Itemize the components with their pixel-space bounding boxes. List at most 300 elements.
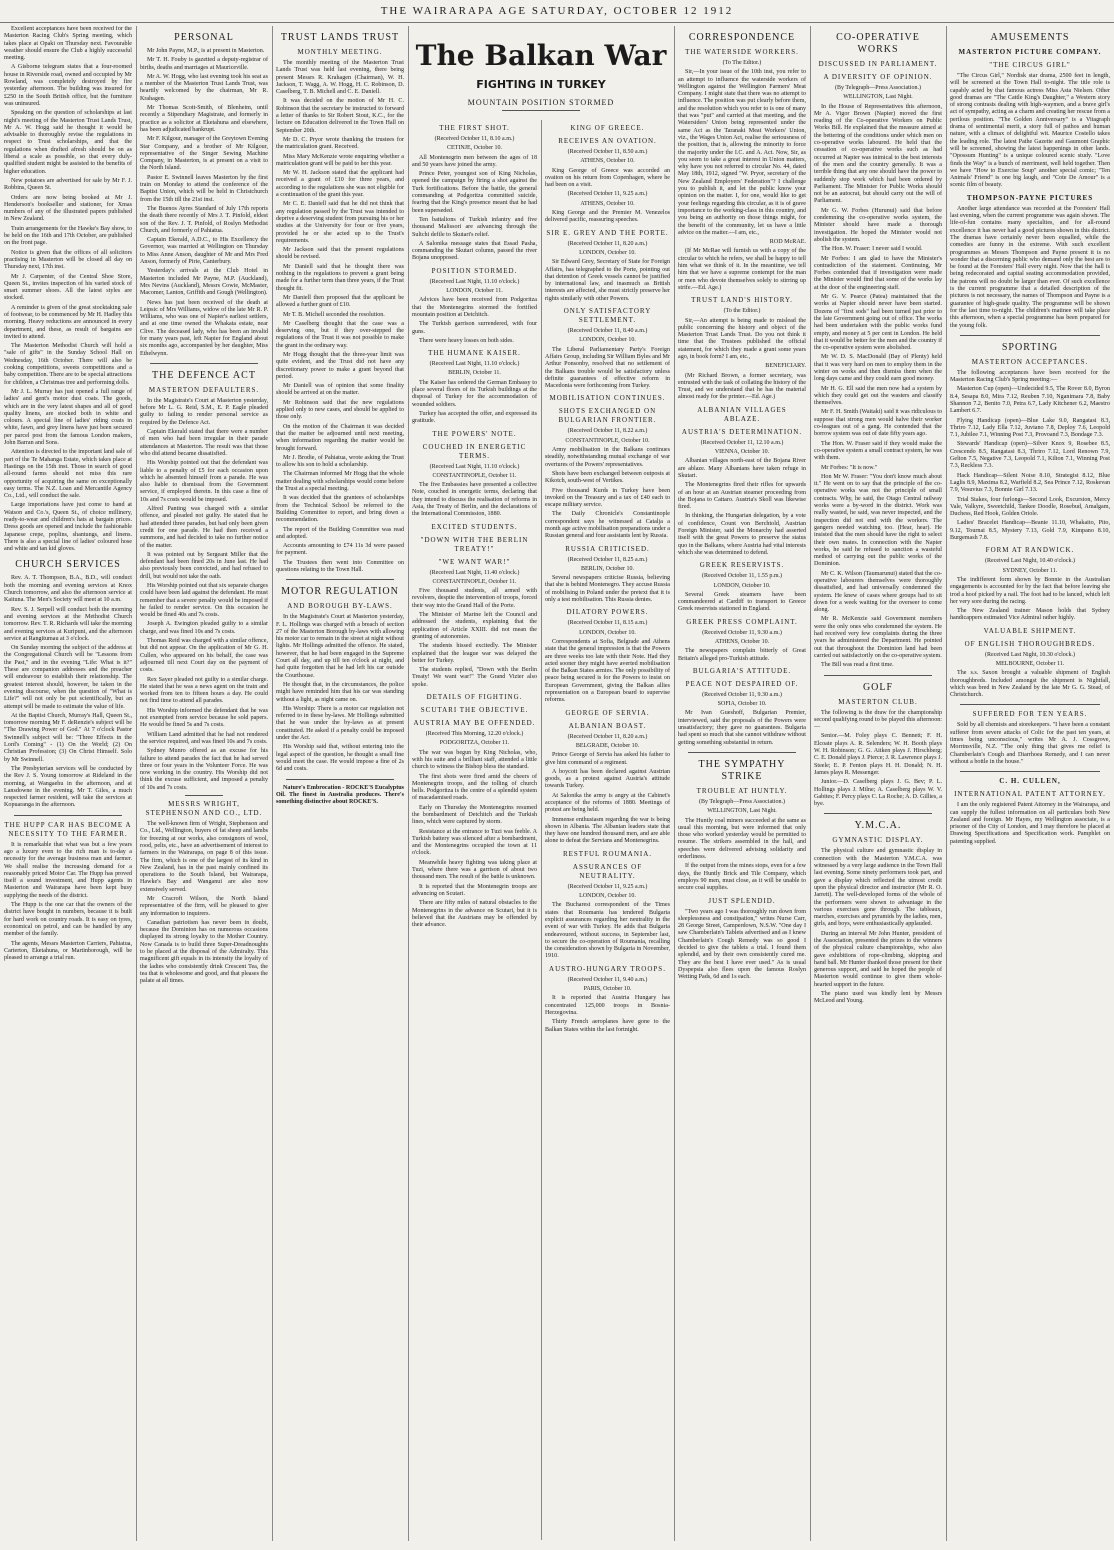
paragraph: Mr Hogg thought that the three-year limit was quite evident, and the Trust did not have any discretionary power to make a grant beyond that period.	[276, 351, 404, 380]
balkan-war-title: The Balkan War	[415, 39, 667, 72]
paragraph: Mr H. G. Ell said the men now had a system by which they could get out the wasters and classify themselves.	[814, 385, 942, 407]
column-6	[678, 26, 806, 1541]
place-line: CONSTANTINOPLE, October 11.	[432, 472, 517, 479]
paragraph: The newspapers complain bitterly of Great Britain's alleged pro-Turkish attitude.	[678, 648, 806, 662]
place-line: LONDON, October 10.	[579, 249, 636, 256]
paragraph: It was decided that the grantees of scholarships from the Technical School be referred to the Building Committee to report, and bring down a recommendation.	[276, 495, 404, 524]
personal-heading: PERSONAL	[174, 32, 234, 43]
paragraph: Attention is directed to the important land sale of part of the Te Mahanga Estate, which takes place at Hastings on the 15th inst. Those in search of good all-round farms should not miss this rare opportunity of acquiring the same on exceptionally easy terms. The N.Z. Loan and Mercantile Agency Co., Ltd., will conduct the sale.	[4, 449, 132, 500]
paragraph: His Worship informed the defendant that he was not exempted from service because he sold papers. He would be fined 5s and 7s costs.	[140, 707, 268, 729]
divider	[150, 363, 258, 364]
dateline: (Received Last Night, 11.40 o'clock.)	[429, 569, 520, 576]
paragraph: Rex Sayer pleaded not guilty to a similar charge. He stated that he was a news agent on the train and worked from ten to fifteen hours a day. He could not find time to attend all parades.	[140, 676, 268, 705]
section-subheading: ASSURANCES OF NEUTRALITY.	[572, 862, 643, 880]
section-heading: VALUABLE SHIPMENT.	[983, 626, 1077, 635]
paragraph: Mr F. H. Smith (Waitaki) said it was ridiculous to suppose that strong men would halve their worker co-leagues out of a gang. He contended that the borrow system was out of date fifty years ago.	[814, 409, 942, 438]
defence-subheading: MASTERTON DEFAULTERS.	[148, 385, 260, 394]
paragraph: During an interval Mr John Hunter, president of the Association, presented the prizes to the winners of the physical culture championships, who also gave exhibitions of rope-climbing, skipping and hand ball. Mr Hunter thanked those present for their generous support, and said he hoped the people of Masterton would continue to give them whole-hearted support in the future.	[814, 930, 942, 988]
ymca-heading: Y.M.C.A.	[854, 820, 902, 832]
place-line: LONDON, October 10.	[579, 629, 636, 636]
section-heading: AUSTRO-HUNGARY TROOPS.	[549, 964, 666, 973]
co-operative-works-heading: CO-OPERATIVE WORKS	[836, 32, 920, 55]
dateline: (Received October 11, 8.40 a.m.)	[567, 328, 648, 335]
paragraph: A reminder is given of the great stocktaking sale of footwear, to be commenced by Mr H. Hadley this morning. Heavy reductions are announced in every department, and these, as result of bargains are invited to attend.	[4, 304, 132, 340]
paragraph: Five thousand students, all armed with revolvers, despite the intervention of troops, forced their way into the Grand Hall of the Porte.	[412, 588, 537, 609]
place-line: BERLIN, October 10.	[581, 565, 634, 572]
section-subheading: (To the Editor.)	[723, 308, 761, 315]
place-line: LONDON, October 11.	[446, 288, 503, 295]
paragraph: Accounts amounting to £74 11s 3d were passed for payment.	[276, 543, 404, 557]
paragraph: Shots have been exchanged between outposts at Kikotch, south-west of Vertikes.	[545, 470, 670, 485]
paragraph: Mr Robinson said that the new regulations applied only to new cases, and should be applied to those only.	[276, 399, 404, 421]
paragraph: The Montenegrins fired their rifles for upwards of an hour at an Austrian steamer proceeding from the Bojana to Cattaro. Austria's Skoll was likewise fired.	[678, 482, 806, 511]
paragraph: Mr Jackson said that the present regulations should be revised.	[276, 247, 404, 261]
amusements-heading: AMUSEMENTS	[990, 32, 1070, 43]
dateline: (Received October 11, 9.30 a.m.)	[702, 691, 782, 698]
column-divider	[408, 26, 409, 1541]
section-subheading: AUSTRIA'S DETERMINATION.	[681, 427, 803, 436]
paragraph: The New Zealand trainer Mason holds that Sydney handicappers estimated Vice Admiral rather highly.	[950, 608, 1110, 622]
paragraph: Masterton Cup (open)—Undecided 9.5, The Rover 8.0, Byron 8.4, Sesapa 8.0, Mira 7.12, Reuben 7.10, Nganimara 7.8, Baby Shannon 7.2, Benito 7.0, Petra 6.7, Lady Kitchener 6.2, Maestro Lambert 6.7.	[950, 386, 1110, 415]
dateline: (Received October 11, 8.50 a.m.)	[567, 149, 648, 155]
paragraph: Mr T. H. Fouby is gazetted a deputy-registrar of births, deaths and marriages at Mauriceville.	[140, 57, 268, 71]
correspondence-heading: CORRESPONDENCE	[688, 32, 796, 43]
paragraph: Senior.—M. Foley plays C. Bennett; F. H. Elcoate plays A. R. Selenders; W. H. Booth plays W. H. Robinson; G. G. Aitken plays J. Hirschberg; C. E. Donald plays J. Pierce; J. R. Lawrence plays J. Steele; E. P. Fenton plays H. H. Donald; N. H. James plays R. Messenger.	[814, 733, 942, 776]
paragraph: It is reported that Austria Hungary has concentrated 125,000 troops in Bosnia-Herzegovina.	[545, 995, 670, 1016]
paragraph: Mr Forbes: I am glad to have the Minister's contradiction of the statement. Continuing, Mr Forbes contended that if investigation were made the Minister would find that some of the works lay at the door of the engineering staff.	[814, 255, 942, 291]
paragraph: Orders are now being booked at Mr J. Henderson's bookseller and stationer, for Xmas numbers of any of the illustrated papers published in New Zealand.	[4, 194, 132, 223]
section-heading: TRUST LAND'S HISTORY.	[691, 296, 793, 305]
paragraph: There were heavy losses on both sides.	[419, 337, 514, 344]
section-heading: POSITION STORMED.	[431, 266, 518, 275]
paragraph: Sir Edward Grey, Secretary of State for Foreign Affairs, has telegraphed to the Porte, pointing out that detention of Greek vessels cannot be justified by international law, and inasmuch as British interests are affected, she must strictly preserve her rights similarly with other Powers.	[545, 259, 670, 302]
paragraph: Ten battalions of Turkish infantry and five thousand Malissori are advancing through the Sultchi defile to Skutari's relief.	[412, 216, 537, 238]
section-subheading: (To The Editor.)	[722, 60, 762, 66]
section-subheading: ALBANIAN BOAST.	[568, 721, 647, 730]
paragraph: Junior.—D. Caselberg plays J. G. Bev; P. L. Hollings plays J. Milne; A. Caselberg plays W. V. Gabites; F. Percy plays C. La Roche; A. D. Gillies, a bye.	[814, 779, 942, 808]
paragraph: Mr D. C. Pryor wrote thanking the trustees for the matriculation grant. Received.	[276, 136, 404, 151]
paragraph: I am the only registered Patent Attorney in the Wairarapa, and can supply the fullest information on all particulars both New Zealand and foreign. Mr Hayes, my Wellington associate, is a prisoner of the City of London, and I may therefore be placed at Drawing Specifications and Specification work. Pamphlet on patenting supplied.	[950, 802, 1110, 845]
paragraph: In the Magistrate's Court at Masterton yesterday, before Mr L. G. Reid, S.M., E. P. Eagle pleaded guilty to failing to render personal service as required by the Defence Act.	[140, 397, 268, 426]
paragraph: The Hon. W. Fraser said if they would make the co-operative system a small contract system, he was with them.	[814, 440, 942, 462]
place-line: LONDON, October 10.	[579, 893, 636, 900]
paragraph: Hon Mr W. Fraser: "You don't know much about it." He went on to say that the principle of the co-operative works was not the principle of small contracts. Why, he said, the Otago Central railway works were a by-word in the district. Work was really wasted, he said, was never inspected, and the inspection did not end with the workers. The gangers needed watching too. (Hear, hear). He insisted that the men should have the right to select their own mates. In connection with the Napier works, he said he refused to sanction a wasteful method of carrying out the public works of the Dominion.	[814, 473, 942, 568]
paragraph: The Minister of Marine left the Council and addressed the students, explaining that the application of Article XXIII. did not mean the granting of autonomies.	[412, 612, 537, 640]
dateline: (Received Last Night, 10.30 o'clock.)	[985, 651, 1075, 658]
paragraph: Sydney Munro offered as an excuse for his failure to attend parades the fact that he had served three or four years in the Volunteer Force. He was now working in the country. His Worship did not think the excuse sufficient, and imposed a penalty of 10s and 7s costs.	[140, 748, 268, 791]
paragraph: (Mr Richard Brown, a former secretary, was entrusted with the task of collating the history of the Trust, and we understand that he has the material almost ready for the printer.—Ed. Age.)	[678, 372, 806, 401]
dateline: (Received October 11, 9.40 a.m.)	[567, 976, 648, 983]
paragraph: Several newspapers criticise Russia, believing that she is behind Montenegro. They accuse Russia of mobilising in Poland under the pretext that it is only a test mobilisation. This Russia denies.	[545, 575, 670, 604]
paragraph: In the House of Representatives this afternoon, Mr A. Vigor Brown (Napier) moved the first reading of the Co-operative Workers on Public Works Bill. He explained that the measure aimed at the bettering of the conditions under which men on co-operative works laboured. He held that the cessation of co-operative works such as had occurred at Napier was inimical to the best interests of the men and the country generally. It was a terrible thing that any one should have the power to suddenly stop work which had been ordered by Parliament. The Minister for Public Works should not be an autocrat, but should carry out the will of Parliament.	[814, 103, 942, 205]
paragraph: The s.s. Saxon brought a valuable shipment of English thoroughbreds. Included amongst the shipment is Nightfall, which was bred in New Zealand by the late Mr G. G. Stead, of Christchurch.	[950, 670, 1110, 699]
paragraph: Thomas Reid was charged with a similar offence, but did not appear. On the application of Mr G. H. Cullen, who appeared on his behalf, the case was adjourned till next Court day on the payment of costs.	[140, 638, 268, 674]
paragraph: Speaking on the question of scholarships at last night's meeting of the Masterton Trust Lands Trust, Mr A. W. Hogg said he thought it would be advisable to thoroughly revise the regulations in respect to Trust scholarships, and that the regulations when drafted afresh should be on as liberal a scale as possible, so that every duly-qualified student might be assisted to the benefits of higher education.	[4, 110, 132, 175]
divider	[286, 779, 394, 780]
place-line: PODGORITZA, October 11.	[439, 740, 510, 747]
column-divider	[136, 26, 137, 1541]
paragraph: Rev. S. J. Serpell will conduct both the morning and evening services at the Methodist Church tomorrow. Rev. T. R. Richards will take the morning and evening services at Kuripuni, and the afternoon service at Rangitumau at 3 o'clock.	[4, 606, 132, 642]
section-heading: THOMPSON-PAYNE PICTURES	[966, 193, 1094, 202]
column-5	[545, 120, 670, 1540]
paragraph: The Hupp is the one car that the owners of the district have bought in numbers, because it is built for hard work on country roads. It is easy on tyres, economical on petrol, and can be handled by any member of the family.	[4, 902, 132, 938]
newspaper-masthead: THE WAIRARAPA AGE SATURDAY, OCTOBER 12 1912	[0, 0, 1114, 23]
paragraph: The Masterton Methodist Church will hold a "sale of gifts" in the Sunday School Hall on Wednesday, 16th October. There will also be cooking competitions, sweets competitions and a baby competition. There are to be special attractions for children, a Christmas tree and performing dolls.	[4, 343, 132, 386]
section-heading: EXCITED STUDENTS.	[431, 522, 518, 531]
paragraph: Hack Handicap—Silent Noise 8.10, Strategist 8.12, Blue Laglis 8.9, Maxima 8.2, Warfield 8.2, Sea Prince 7.12, Roskevan 7.9, Vesuvius 7.3, Bonnie Girl 7.13.	[950, 472, 1110, 494]
dateline: (Received October 11, 8.20 a.m.)	[567, 240, 648, 247]
paragraph: A Gisborne telegram states that a four-roomed house in Riverside road, owned and occupied by Mr Rowland, was completely destroyed by fire yesterday afternoon. The building was insured for £250 in the South British office, but the furniture was uninsured.	[4, 64, 132, 107]
dateline: (Received October 11, 9.25 a.m.)	[567, 191, 648, 198]
paragraph: Mr Thomas Scott-Smith, of Blenheim, until recently a Stipendiary Magistrate, and formerly in practice as a solicitor at Eketahuna and elsewhere, has been adjudicated bankrupt.	[140, 105, 268, 133]
paragraph: The Buenos Ayres Standard of July 17th reports the death there recently of Mrs J. T. Pinfold, eldest son of the Rev. J. T. Pinfold, of Roslyn Methodist Church, and formerly of Pahiatua.	[140, 205, 268, 234]
section-subheading: (By Telegraph—Press Association.)	[699, 798, 785, 805]
dateline: (Received This Morning, 12.20 o'clock.)	[425, 731, 524, 738]
paragraph: (If Mr McRae will furnish us with a copy of the circular to which he refers, we shall be happy to tell him what we think of it. In the meantime, we tell him that we have a supreme contempt for the man or men who devote themselves solely to stirring up strife.—Ed. Age.)	[678, 248, 806, 291]
paragraph: Mr F. Kilgour, manager of the Greytown Evening Star Company, and a brother of Mr Kilgour, representative of the Singer Sewing Machine Company, in Masterton, is at present on a visit to the North Island.	[140, 136, 268, 172]
paragraph: Mr J. Brodie, of Pahiatua, wrote asking the Trust to allow his son to hold a scholarship.	[276, 454, 404, 469]
paragraph: Turkey has accepted the offer, and expressed its gratitude.	[412, 410, 537, 425]
section-heading: C. H. CULLEN,	[999, 777, 1061, 786]
signature: BENEFICIARY.	[765, 363, 806, 370]
paragraph: "The Circus Girl," Nordisk star drama, 2500 feet in length, will be screened at the Town Hall to-night. The title role is capably acted by that famous actress Miss Asta Nielsen. Other good dramas are "The Cattle King's Daughter," a Western story of strong contrasts dealing with high-waymen, and a brave girl's act of sympathy, acting as a charm and creating her rescue from a perilous position. "The Golden Anniversary" is a Vitagraph drama of sentimental merit, a story full of pathos and human nature, with a climax of delightful wit. Maurice Costello takes the leading role. The latest Pathe Gazette and Gaumont Graphic will be screened, showing the latest happenings in other lands. "Opossum Hunting" is a unique coloured scenic study. "Love finds the Way" is a bunch of merriment, well held together. Then we have "How to Exercise Soup" another special comic; "Ten Animals' Friend" is one big laugh, and "Cote De Amour" is a scenic film of beauty.	[950, 73, 1110, 189]
section-heading: SIR E. GREY AND THE PORTE.	[546, 228, 669, 237]
section-heading: ONLY SATISFACTORY SETTLEMENT.	[563, 307, 652, 325]
section-heading: RESTFUL ROUMANIA.	[562, 849, 653, 858]
paragraph: The report of the Building Committee was read and adopted.	[276, 526, 404, 540]
section-subheading: OF ENGLISH THOROUGHBREDS.	[964, 639, 1096, 648]
paragraph: Notice is given that the offices of all solicitors practising in Masterton will be closed all day on Thursday next, 17th inst.	[4, 249, 132, 271]
paragraph: Captain Ekerald, A.D.C., to His Excellency the Governor, was married at Wellington on Thursday to Miss Anne Anson, daughter of Mr and Mrs Fred Anson, formerly of Pirie, Canterbury.	[140, 237, 268, 266]
paragraph: If the output from the mines stops, even for a few days, the Huntly Brick and Tile Company, which employs 90 men, must close, as it will be unable to secure coal supplies.	[678, 863, 806, 892]
paragraph: Advices have been received from Podgoritza that the Montenegrins stormed the fortified mountain position at Detchitch.	[412, 297, 537, 318]
signature: ROD McRAE.	[769, 239, 806, 246]
dateline: (Received October 11, 8.22 a.m.)	[567, 428, 648, 435]
section-heading: THE POWERS' NOTE.	[432, 429, 517, 438]
column-divider	[946, 26, 947, 1541]
paragraph: "Two years ago I was thoroughly run down from sleeplessness and constipation," writes Nurse Carr, 28 George Street, Camperdown, N.S.W. "One day I saw Chamberlain's Tablets advertised and as I knew Chamberlain's Cough Remedy was so good I decided to give the tablets a trial. I found them splendid, and by their own consistently cured me. They are the best I have ever used." As is usual Dyspepsia also flees upon the famous Roslyn Wetting Pads, 6d and 1s each.	[678, 908, 806, 981]
column-7	[814, 26, 942, 1541]
section-subheading: MASTERTON ACCEPTANCES.	[971, 357, 1089, 366]
paragraph: It is reported that the Montenegrin troops are advancing on Scutari.	[412, 883, 537, 897]
paragraph: The students hissed excitedly. The Minister explained that the league war was delayed the better for Turkey.	[412, 643, 537, 664]
paragraph: Several Greek steamers have been commandeered at Cardiff to transport to Greece Greek reservists stationed in England.	[678, 591, 806, 613]
church-services-heading: CHURCH SERVICES	[15, 559, 121, 571]
paragraph: Ladies' Bracelet Handicap—Beanie 11.10, Whakaito, Pito, 9.12, Tournai 8.5, Mystery 7.13, Gold 7.9, Kimpano 8.10, Burgemash 7.8.	[950, 520, 1110, 542]
place-line: CONSTANTINOPLE, October 11.	[432, 578, 517, 585]
paragraph: The Trustees then went into Committee on questions relating to the Town Hall.	[276, 559, 404, 573]
place-line: ATHENS, October 10.	[714, 639, 770, 645]
section-subheading: SCUTARI THE OBJECTIVE.	[420, 706, 529, 715]
divider	[185, 795, 223, 796]
section-subheading: A DIVERSITY OF OPINION.	[823, 73, 933, 81]
paragraph: A Salonika message states that Essad Pasha, commanding the Skutari column, passed the river Bojana unopposed.	[412, 240, 537, 262]
column-4	[412, 120, 537, 1540]
paragraph: The Chairman informed Mr Hogg that the whole matter dealing with scholarships would come before the Trust at a special meeting.	[276, 471, 404, 493]
paragraph: In thinking, the Hungarian delegation, by a vote of confidence, Count von Berchtold, Austrian Foreign Minister, said the Monarchy had asserted itself with the great Powers to preserve the status quo in the Balkans, where Austria had vital interests which she was determined to defend.	[678, 513, 806, 556]
paragraph: The following is the draw for the championship second qualifying round to be played this afternoon:—	[814, 709, 942, 731]
paragraph: New potatoes are advertised for sale by Mr F. J. Robbins, Queen St.	[4, 177, 132, 192]
column-8	[950, 26, 1110, 1541]
paragraph: Mr Daniell was of opinion that some finality should be arrived at on the matter.	[276, 383, 404, 397]
paragraph: Mr Daniell said that he thought there was nothing in the regulations to prevent a grant being made for a further term than three years, if the Trust thought fit.	[276, 263, 404, 292]
paragraph: Sir,—In your issue of the 10th inst, you refer to an attempt to influence the waterside workers of Wellington against the Wellington Farmers' Meat Company. I might state that there was no attempt to influence. The position was put clearly before them, and the resolution which you refer to is one of many that was "put" and carried at that meeting, and the Watersiders' Union being represented under the same Act as the Taranaki Meat Workers' Union, viz., the Wages Union Act, realise the seriousness of the position, that is, allowing the minority to force the majority under the I.C. and A. Act. Now, Sir, as you seem to take a great interest in Union matters, why have you not referred to circular No. 44, dated May 18th, 1912, signed "W. Pryor, secretary of the New Zealand Employers' Federation"? I challenge you to publish it, and let the public know your opinion on the matter. I, for one, would like to get your feelings regarding this circular, as it is of grave importance to the working-class in this country, and you being an authority on those things might, for the benefit of the community, let us have a little advice on the matter.—I am, etc.,	[678, 69, 806, 236]
section-heading: JUST SPLENDID.	[708, 896, 776, 905]
place-line: LONDON, October 10.	[579, 337, 636, 344]
paragraph: Early on Thursday the Montenegrins resumed the bombardment of Detchitch and the Turkish lines, which were captured by storm.	[412, 804, 537, 826]
section-subheading: MASTERTON CLUB.	[838, 697, 918, 706]
paragraph: The Hon. W. Fraser: I never said I would.	[821, 246, 923, 253]
dateline: (Received October 11, 12.10 a.m.)	[700, 439, 784, 446]
paragraph: There are fifty miles of natural obstacles to the Montenegrins in the advance on Scutari, but it is believed that the Austrians may be offended by their advance.	[412, 900, 537, 929]
dateline: (Received October 11, 9.25 a.m.)	[567, 883, 648, 890]
paragraph: Correspondents at Sofia, Belgrade and Athens state that the general impression is that the Powers are three weeks too late with their Note. Had they acted sooner they might have averted mobilisation of the Balkan States armies. The only possibility of peace being secured is for the Powers to insist on European Government, giving the Balkan allies representation on a European board to supervise reforms.	[545, 638, 670, 704]
column-divider	[272, 26, 273, 1541]
paragraph: Immense enthusiasm regarding the war is being shown in Albania. The Albanian leaders state that they have one hundred thousand men, and are able alone to defeat the Servians and Montenegrins.	[545, 816, 670, 845]
paragraph: The Liberal Parliamentary Party's Foreign Affairs Group, including Sir William Byles and Mr Arthur Ponsonby, resolved that no settlement of the Balkans trouble would be satisfactory unless definite guarantees of effective reform in Macedonia were forthcoming from Turkey.	[545, 346, 670, 390]
paragraph: At the Baptist Church, Murray's Hall, Queen St., tomorrow morning Mr F. deRenzie's subject will be "The Drawing Power of God." At 7 o'clock Pastor Swinnell's subject will be: "Three Effects in the Lord's Coming" - (1) On the World; (2) On Christian Profession; (3) On Christ Himself. Solo by Mr Swinnell.	[4, 712, 132, 763]
paragraph: Mr Forbes: "It is now."	[821, 464, 878, 471]
paragraph: Mr J. L. Murray has just opened a full range of ladies' and gent's motor dust coats. The goods, which are in the very latest shapes and all of good quality linens, are stocked both in white and colours. A special line of ladies' riding coats in white, fawn, and grey linens have just been secured per parcel post from the famous London makers, John Barran and Sons.	[4, 388, 132, 447]
place-line: ATHENS, October 10.	[580, 158, 635, 165]
hupp-heading: THE HUPP CAR HAS BECOME A NECESSITY TO THE FARMER.	[4, 820, 132, 838]
paragraph: Mr R. McKenzie said Government members were the only ones who condemned the system. He had received very few complaints during the three years he administered the Department. He pointed out that throughout the Dominion land had been carried out satisfactorily on the co-operative system.	[814, 616, 942, 659]
section-heading: GREEK PRESS COMPLAINT.	[686, 617, 798, 626]
paragraph: The Kaiser has ordered the German Embassy to place several floors of its Turkish buildings at the disposal of Turkey for the accommodation of wounded soldiers.	[412, 379, 537, 408]
advertisement: Nature's Embrocation - ROCKE'S Eucalyptus Oil. The finest in Australia produces. There's something distinctive about ROCKE'S.	[276, 784, 404, 806]
place-line: BERLIN, October 11.	[448, 370, 501, 377]
paragraph: Captain Ekerald stated that there were a number of men who had been irregular in their parade attendances at Masterton. The result was that those who did attend became dissatisfied.	[140, 429, 268, 457]
column-divider	[810, 26, 811, 1541]
section-subheading: "THE CIRCUS GIRL"	[989, 61, 1071, 69]
dateline: (Received October 11, 8.15 a.m.)	[567, 620, 648, 627]
dateline: (Received October 11, 1.55 p.m.)	[701, 573, 783, 580]
paragraph: The Bucharest correspondent of the Times states that Roumania has tendered Bulgaria explicit assurances regarding her neutrality in the event of war with Turkey. He adds that Bulgaria endeavoured, without success, in September last, to secure the co-operation of Roumania, recalling the consideration shown by Bulgaria in November, 1910.	[545, 902, 670, 960]
paragraph: In the Magistrate's Court at Masterton yesterday, F. L. Hollings was charged with a breach of section 27 of the Masterton Borough by-laws with allowing his motor car to remain in the street at night without lights. Mr Hollings admitted the offence. He stated, however, that he had been engaged in the Supreme Court all day, and up till ten o'clock at night, and had quite forgotten that he had left his car outside the Courthouse.	[276, 614, 404, 679]
paragraph: Train arrangements for the Hawke's Bay show, to be held on the 16th and 17th October, are published on the front page.	[4, 225, 132, 247]
place-line: WELLINGTON, Last Night.	[707, 808, 777, 815]
divider	[960, 704, 1100, 705]
paragraph: Mr C. E. Daniell said that he did not think that any regulation passed by the Trust was intended to deprive a deserving student from pursuing his or her studies at the University for four or five years, provided he or she acted up to the Trust's requirements.	[276, 201, 404, 244]
place-line: ATHENS, October 10.	[580, 200, 635, 207]
section-subheading: (By Telegraph—Press Association.)	[835, 85, 921, 91]
paragraph: Prince George of Servia has asked his father to give him command of a regiment.	[545, 752, 670, 766]
defence-act-heading: THE DEFENCE ACT	[152, 369, 256, 381]
paragraph: The indifferent form shown by Bonnie in the Australian engagements is accounted for by the fact that before leaving she trod a hoof picked by a nail. The foot had to be lanced, which left her very sore during the racing.	[950, 576, 1110, 605]
paragraph: Mr John Payne, M.P., is at present in Masterton.	[147, 48, 265, 54]
section-heading: MOBILISATION CONTINUES.	[549, 394, 666, 403]
paragraph: King George and the Premier M. Venezelos delivered pacific, reassuring speeches.	[545, 210, 670, 224]
dateline: (Received October 11, 8.10 a.m.)	[434, 136, 515, 142]
section-heading: THE FIRST SHOT.	[439, 124, 510, 132]
place-line: MELBOURNE, October 11.	[995, 661, 1065, 667]
dateline: (Received Last Night, 11.10 o'clock.)	[429, 361, 520, 368]
paragraph: He thought that, in the circumstances, the police might have reminded him that his car was standing without a light, as night came on.	[276, 681, 404, 703]
paragraph: The Daily Chronicle's Constantinople correspondent says he witnessed at Catalja a month age active mobilisation preparations under a Russian general and four assistants lent by Russia.	[545, 511, 670, 540]
dateline: (Received Last Night, 11.10 o'clock.)	[429, 463, 520, 470]
wright-stephenson-heading: MESSRS WRIGHT, STEPHENSON AND CO., LTD.	[145, 800, 263, 818]
dateline: (Received October 11, 8.20 a.m.)	[567, 733, 648, 740]
paragraph: All Montenegrin men between the ages of 18 and 50 years have joined the army.	[412, 154, 537, 168]
section-subheading: GYMNASTIC DISPLAY.	[832, 836, 924, 845]
section-heading: THE WATERSIDE WORKERS.	[685, 48, 799, 56]
place-line: LONDON, October 10.	[713, 582, 771, 589]
place-line: VIENNA, October 10.	[714, 449, 770, 456]
place-line: SYDNEY, October 11.	[1002, 567, 1058, 574]
column-divider	[674, 26, 675, 1541]
paragraph: William Land admitted that he had not rendered the service required, and was fined 10s and 7s costs.	[140, 731, 268, 745]
place-line: CONSTANTINOPLE, October 10.	[565, 437, 650, 444]
paragraph: The monthly meeting of the Masterton Trust Lands Trust was held last evening, there being present Messrs R. Krahagen (Chairman), W. H. Jackson, T. Wagg, A. W. Hogg, H. C. Robinson, D. Caselberg, T. B. Michell and C. E. Daniell.	[276, 60, 404, 96]
section-subheading: PEACE NOT DESPAIRED OF.	[685, 679, 799, 688]
paragraph: Canadian patriotism has never been in doubt, because the Dominion has on numerous occasions displayed its strong loyalty to the Mother Country. Now Canada is to build three Super-Dreadnoughts to be placed at the disposal of the Admiralty. This magnificent gift equals in its intensity the loyalty of the ladies who consistently drink Crescent Tea, the tea that is wholesome and good, and that pleases the palate at all times.	[140, 919, 268, 985]
dateline: (Received Last Night, 11.10 o'clock.)	[429, 278, 520, 285]
paragraph: Thirty French aeroplanes have gone to the Balkan States within the last fortnight.	[545, 1019, 670, 1033]
column-1	[4, 26, 132, 1541]
paragraph: Joseph A. Ewington pleaded guilty to a similar charge, and was fined 10s and 7s costs.	[140, 621, 268, 635]
paragraph: His Worship said that, without entering into the legal aspect of the question, he thought a small fine would meet the case. He would impose a fine of 2s 6d and costs.	[276, 744, 404, 773]
paragraph: On Sunday morning the subject of the address at the Congregational Church will be "Lessons from the Past," and in the evening "Life: What is it?" These are companion addresses and the preacher will endeavour to establish their relationship. The greatest interest should, however, be taken in the evening discourse, when the question of "What is Life?" will not only be put scientifically, but an attempt will be made to estimate the value of life.	[4, 645, 132, 710]
paragraph: News has just been received of the death at Leipsic of Mrs Williams, widow of the late Mr R. P. Williams, who was one of Napier's earliest settlers, and at one time owned the Whakata estate, near Clive. The deceased lady, who has been an invalid for many years past, left Napier for England about six months ago, accompanied by her daughter, Miss Ethelwynn.	[140, 299, 268, 357]
paragraph: His Worship pointed out that the defendant was liable to a penalty of £5 for each occasion upon which he absented himself from a parade. He was also liable to dismissal from the Government service, if employed therein. In this case a fine of 10s and 7s costs would be imposed.	[140, 460, 268, 503]
paragraph: Mr G. W. Forbes (Hurunui) said that before condemning the co-operative works system, the Minister should have made a thorough investigation. He hoped the Minister would not abolish the system.	[814, 207, 942, 243]
place-line: PARIS, October 10.	[583, 986, 632, 993]
paragraph: Yesterday's arrivals at the Club Hotel in Masterton included Mr Payne, M.P. (Auckland), Mrs Nevins (Auckland), Messrs Cowie, McMaster, Macomer, Lanton, Griffith and Gough (Wellington).	[140, 268, 268, 297]
paragraph: It was pointed out by Sergeant Miller that the defendant had been fined 20s in June last. He had also previously been convicted, and had refused to drill, but would not take the oath.	[140, 551, 268, 580]
dateline: (Received Last Night, 10.40 o'clock.)	[985, 558, 1075, 565]
section-subheading: AUSTRIA MAY BE OFFENDED.	[413, 719, 536, 728]
section-heading: FORM AT RANDWICK.	[985, 546, 1075, 555]
paragraph: A boycott has been declared against Austrian goods, as a protest against Austria's attitude towards Turkey.	[545, 768, 670, 790]
paragraph: Mr W. H. Jackson stated that the applicant had received a grant of £10 for three years, and according to the regulations she was not eligible for a continuation of the grant this year.	[276, 170, 404, 199]
section-heading: GREEK RESERVISTS.	[699, 561, 785, 570]
paragraph: The Bill was read a first time.	[821, 662, 894, 669]
place-line: SOFIA, October 10.	[717, 701, 767, 708]
section-subheading: DISCUSSED IN PARLIAMENT.	[818, 60, 938, 68]
paragraph: Stewards' Handicap (open)—Silver Knox 9, Rosebee 8.5, Crescendo 8.5, Rangatasi 8.3, Thriro 7.12, Lord Renown 7.9, Gelton 7.5, Negative 7.3, Leopold 7.1, Kilton 7.1, Winning Post 7.3, Reckless 7.3.	[950, 441, 1110, 470]
paragraph: Pastor E. Swinnell leaves Masterton by the first train on Monday to attend the conference of the Baptist Union, which will be held in Christchurch from the 15th till the 21st inst.	[140, 174, 268, 203]
place-line: BELGRADE, October 10.	[575, 742, 640, 749]
divider	[960, 335, 1100, 336]
paragraph: Miss Mary McKenzie wrote enquiring whether a matriculation grant will be paid to her this year.	[276, 153, 404, 167]
paragraph: His Worship: There is a motor car regulation not referred to in these by-laws. Mr Hollings submitted that he was under the by-laws as at present constituted. He asked if a penalty could be imposed under the Act.	[276, 705, 404, 742]
paragraph: Mr C. K. Wilson (Taumarunui) stated that the co-operative labourers themselves were thoroughly dissatisfied, and had universally condemned the system. He knew of cases where groups had to sit down for a week waiting for the overseer to come along.	[814, 570, 942, 614]
motor-subheading: AND BOROUGH BY-LAWS.	[287, 602, 393, 611]
paragraph: Alfred Panting was charged with a similar offence, and pleaded not guilty. He stated that he had attended three parades, but had only been given credit for one parade. He had then received a summons, and had decided to take no further notice of the matter.	[140, 506, 268, 549]
section-heading: MASTERTON PICTURE COMPANY.	[958, 48, 1102, 56]
divider	[824, 675, 932, 676]
paragraph: The well-known firm of Wright, Stephenson and Co., Ltd., Wellington, buyers of fat sheep and lambs for freezing at our works, also consignors of wool, rood, pelts, etc., have an advertisement of interest to farmers in the Wairarapa, on page 8 of this issue. The firm, which is one of the largest of its kind in New Zealand, has in the past mainly confined its operations to the South Island, but Wairarapa, Hawke's Bay and Wanganui are also now extensively served.	[140, 821, 268, 893]
section-subheading: "WE WANT WAR!"	[438, 557, 511, 566]
paragraph: The agents, Messrs Masterton Carriers, Pahiatua, Carterton, Eketahuna, or Martinborough, will be pleased to arrange a trial run.	[4, 940, 132, 962]
column-2	[140, 26, 268, 1541]
paragraph: The Presbyterian services will be conducted by the Rev J. S. Young tomorrow at Rideland in the morning, at Wangaehu in the afternoon, and at Lansdowne in the evening. Mr T. Giles, a much respected farmer resident, will take the services at Kopuaranga in the afternoon.	[4, 765, 132, 809]
paragraph: Trial Stakes, four furlongs—Second Look, Excursion, Mercy Vale, Valkyre, Sweetchild, Tankee Doodle, Rosebud, Amalgam, Duchess, Red Hook, Golden Oriole.	[950, 496, 1110, 518]
balkan-war-subhead: MOUNTAIN POSITION STORMED	[467, 98, 615, 107]
section-subheading: COUCHED IN ENERGETIC TERMS.	[422, 442, 527, 460]
paragraph: At Salonika the army is angry at the Cabinet's acceptance of the reforms of 1880. Meetings of protest are being held.	[545, 792, 670, 814]
paragraph: Resistance at the entrance to Tuzi was feeble. A Turkish battery was silenced after a bombardment, and the Montenegrins occupied the town at 11 o'clock.	[412, 828, 537, 857]
section-heading: BULGARIA'S ATTITUDE.	[692, 666, 792, 675]
paragraph: The physical culture and gymnastic display in connection with the Masterton Y.M.C.A. was witnessed by a very large audience in the Town Hall last evening. Some ninety performers took part, and gave a display which reflected the utmost credit upon the physical director and instructor (Mr R. O. Jarrett). The well-developed forms of the whole of the performers were shown to advantage in the various exercises gone through. The tableaux, marches, exercises and pyramids by the ladies, men, girls, and boys, were enthusiastically applauded.	[814, 848, 942, 928]
paragraph: The Turkish garrison surrendered, with four guns.	[412, 321, 537, 335]
divider	[824, 813, 932, 814]
dateline: (Received October 11, 8.25 a.m.)	[567, 556, 648, 563]
paragraph: It is remarkable that what was but a few years ago a luxury even to the rich man is to-day a necessity for the average business man and farmer. We shall realise the increasing demand for a reasonably priced Motor Car. The Hupp has proved itself a sound investment, and Hupp agents in Masterton and Wairarapa have been kept busy supplying the needs of the district.	[4, 841, 132, 899]
paragraph: Sir,—An attempt is being made to mislead the public concerning the history and object of the Masterton Trust Lands Trust. Do you not think it time that the Trustees published the official statement, for which they made a grant some years ago, in book form? I am, etc.,	[678, 317, 806, 360]
paragraph: Flying Handicap (open)—Blue Lake 9.0, Rangatasi 8.3, Thriro 7.12, Lady Ella 7.12, Juviano 7.8, Deploy 7.6, Leopold 7.1, Jubilee 7.1, Winning Post 7.3, Provoand 7.3, Bondage 7.3.	[950, 417, 1110, 439]
paragraph: King George of Greece was accorded an ovation on his return from Copenhagen, where he had been on a visit.	[545, 167, 670, 189]
paragraph: Mr A. W. Hogg, who last evening took his seat as a member of the Masterton Trust Lands Trust, was heartily welcomed by the chairman, Mr R. Krahagen.	[140, 73, 268, 102]
sporting-heading: SPORTING	[1001, 341, 1059, 353]
paragraph: The students replied, "Down with the Berlin Treaty! We want war!" The Grand Vizier also spoke.	[412, 667, 537, 688]
paragraph: Mr Daniell then proposed that the applicant be allowed a further grant of £10.	[276, 294, 404, 309]
paragraph: Excellent acceptances have been received for the Masterton Racing Club's Spring meeting, which takes place at Opaki on Thursday next. Favourable weather should ensure the Club a highly successful meeting.	[4, 26, 132, 62]
section-heading: GEORGE OF SERVIA.	[565, 708, 650, 717]
section-subheading: "DOWN WITH THE BERLIN TREATY!"	[420, 535, 529, 553]
dateline: (Received October 11, 9.30 a.m.)	[702, 629, 782, 636]
paragraph: The following acceptances have been received for the Masterton Racing Club's Spring meeting:—	[950, 369, 1110, 384]
column-3	[276, 26, 404, 1541]
paragraph: Another large attendance was recorded at the Foresters' Hall last evening, when the current programme was again shown. The life-of-fun contains many specialties, and for all-round excellence it has never had a good pictures shown in this district. The dramas have certainly never been equalled, while the comedies are funny in the extreme. With such excellent programmes as Messrs Thompson and Payne present it is no wonder that a discerning public who demand only the best are to be found at the Foresters' Hall every night. Now that the hall is being redecorated and capital seating accommodation provided, the patrons will no doubt be larger than ever. Of such excellence is the current programme that a detailed description of the pictures is not necessary, the names of Thompson and Payne is a guarantee of high-grade quality. The programme will be shown for the last time to-night. The children's matinee will take place this afternoon, when a special programme has been prepared for the young folk.	[950, 205, 1110, 329]
section-heading: ALBANIAN VILLAGES ABLAZE.	[697, 405, 787, 423]
paragraph: Mr W. D. S. MacDonald (Bay of Plenty) held that it was very hard on men to employ them in the winter on works and then dismiss them when the long days came and they could earn good money.	[814, 354, 942, 383]
paragraph: Mr Ivan Gueshoff, Bulgarian Premier, interviewed, said the proposals of the Powers were unsatisfactory; they gave no guarantees. Bulgaria had spent so much that she cannot withdraw without getting something substantial in return.	[678, 710, 806, 746]
paragraph: Mr T. B. Michell seconded the resolution.	[283, 311, 385, 318]
section-subheading: INTERNATIONAL PATENT ATTORNEY.	[954, 790, 1106, 799]
paragraph: Sold by all chemists and storekeepers. "I have been a constant sufferer from severe attacks of Colic for the past ten years, at times being unconscious," writes Mr A. J. Cossgrove, Morrinsville, N.Z. "The only thing that gives me relief is Chamberlain's Cough and Diarrhoea Remedy, and I can never without a bottle in the house."	[950, 722, 1110, 765]
divider	[960, 771, 1100, 772]
divider	[688, 752, 796, 753]
trust-lands-heading: TRUST LANDS TRUST	[280, 32, 400, 43]
paragraph: Rev. A. T. Thompson, B.A., B.D., will conduct both the morning and evening services at Knox Church tomorrow, and also the afternoon service at Kaituna. The Men's Society will meet at 10 a.m.	[4, 575, 132, 604]
paragraph: The first shots were fired amid the cheers of Montenegrin troops, and the tolling of church bells. Podgoritza is the centre of a splendid system of macadamised roads.	[412, 773, 537, 802]
section-heading: RUSSIA CRITICISED.	[565, 544, 650, 553]
section-heading: KING OF GREECE.	[570, 124, 645, 132]
motor-regulation-heading: MOTOR REGULATION	[281, 586, 399, 598]
divider	[14, 815, 122, 816]
paragraph: Mr Caselberg thought that the case was a deserving one, but if they over-stepped the regulations of the Trust it was not possible to make the grant in the ordinary way.	[276, 320, 404, 349]
paragraph: Mr Cracroft Wilson, the North Island representative of the firm, will be pleased to give any information to inquirers.	[140, 895, 268, 917]
section-heading: DILATORY POWERS.	[566, 608, 649, 617]
sympathy-strike-heading: THE SYMPATHY STRIKE	[698, 758, 786, 782]
section-subheading: TROUBLE AT HUNTLY.	[696, 786, 788, 795]
paragraph: His Worship pointed out that six separate charges could have been laid against the defendant. He must remember that a severe penalty would be imposed if he failed to render service. On this occasion he would be fined 40s and 7s costs.	[140, 583, 268, 619]
section-heading: DETAILS OF FIGHTING.	[426, 693, 523, 702]
paragraph: Army mobilisation in the Balkans continues steadily, notwithstanding mutual exchange of war overtures of the Powers' representatives.	[545, 447, 670, 468]
paragraph: On the motion of the Chairman it was decided that the matter be adjourned until next meeting, when information regarding the matter would be brought forward.	[276, 423, 404, 452]
paragraph: The five Embassies have presented a collective Note, couched in energetic terms, declaring that they intend to discuss the realisation of reforms in Asia, the Treaty of Berlin, and the declarations of the International Commission, 1880.	[412, 482, 537, 518]
balkan-war-subtitle: FIGHTING IN TURKEY	[476, 78, 606, 91]
paragraph: The piano used was kindly lent by Messrs McLeod and Young.	[814, 991, 942, 1005]
paragraph: Meanwhile heavy fighting was taking place at Tuzi, where there was a garrison of about two thousand men. The result of the battle is unknown.	[412, 859, 537, 881]
divider	[502, 110, 579, 111]
section-subheading: SHOTS EXCHANGED ON BULGARIAN FRONTIER.	[558, 407, 657, 425]
paragraph: Prince Peter, youngest son of King Nicholas, opened the campaign by firing a shot against the Turk fortifications. Before the battle, the general commanding at Podgoritza committed suicide, fearing that the King's presence meant that he had been superseded.	[412, 171, 537, 214]
place-line: WELLINGTON, Last Night.	[843, 94, 913, 101]
paragraph: Albanian villages north-east of the Bojana River are ablaze. Many Albanians have taken refuge in Skutari.	[678, 458, 806, 479]
paragraph: It was decided on the motion of Mr H. C. Robinson that the secretary be instructed to forward a letter of thanks to Sir Robert Stout, K.C., for the lecture on Education delivered in the Town Hall on September 20th.	[276, 98, 404, 134]
section-subheading: RECEIVES AN OVATION.	[558, 137, 657, 145]
paragraph: Large importations have just come to hand at Watson and Co.'s, Queen St., of choice millinery, ready-to-wear and children's hats at bargain prices. Dress goods are opened and include the fashionable Japanese crepe, poplins, shantungs, and linens. There is also a special line of ladies' coloured hose and white and tan kid gloves.	[4, 502, 132, 553]
paragraph: The war was begun by King Nicholas, who, with his suite and a brilliant staff, attended a little church to witness the Bishop bless the standard.	[412, 749, 537, 771]
trust-subheading: MONTHLY MEETING.	[297, 48, 383, 56]
place-line: CETINJE, October 10.	[447, 145, 502, 152]
paragraph: Mr G. V. Pearce (Patea) maintained that the works at Napier should never have been started. Dozens of "first sods" had been turned just prior to the late Government going out of office. The works had been undertaken with the public works fund empty, and money at 5 per cent in London. He held that it would be better for the men and the country if the co-operative system were abolished.	[814, 294, 942, 352]
paragraph: The Huntly coal miners succeeded at the same as usual this morning, but were informed that only those who worked yesterday would be permitted to resume. The strikers assembled in the hall, and speeches were delivered advising solidarity and orderliness.	[678, 817, 806, 861]
paragraph: Mr J. Carpenter, of the Central Shoe Store, Queen St., invites inspection of his varied stock of smart summer shoes. All the latest styles are stocked.	[4, 273, 132, 302]
section-heading: THE HUMANE KAISER.	[428, 349, 521, 358]
